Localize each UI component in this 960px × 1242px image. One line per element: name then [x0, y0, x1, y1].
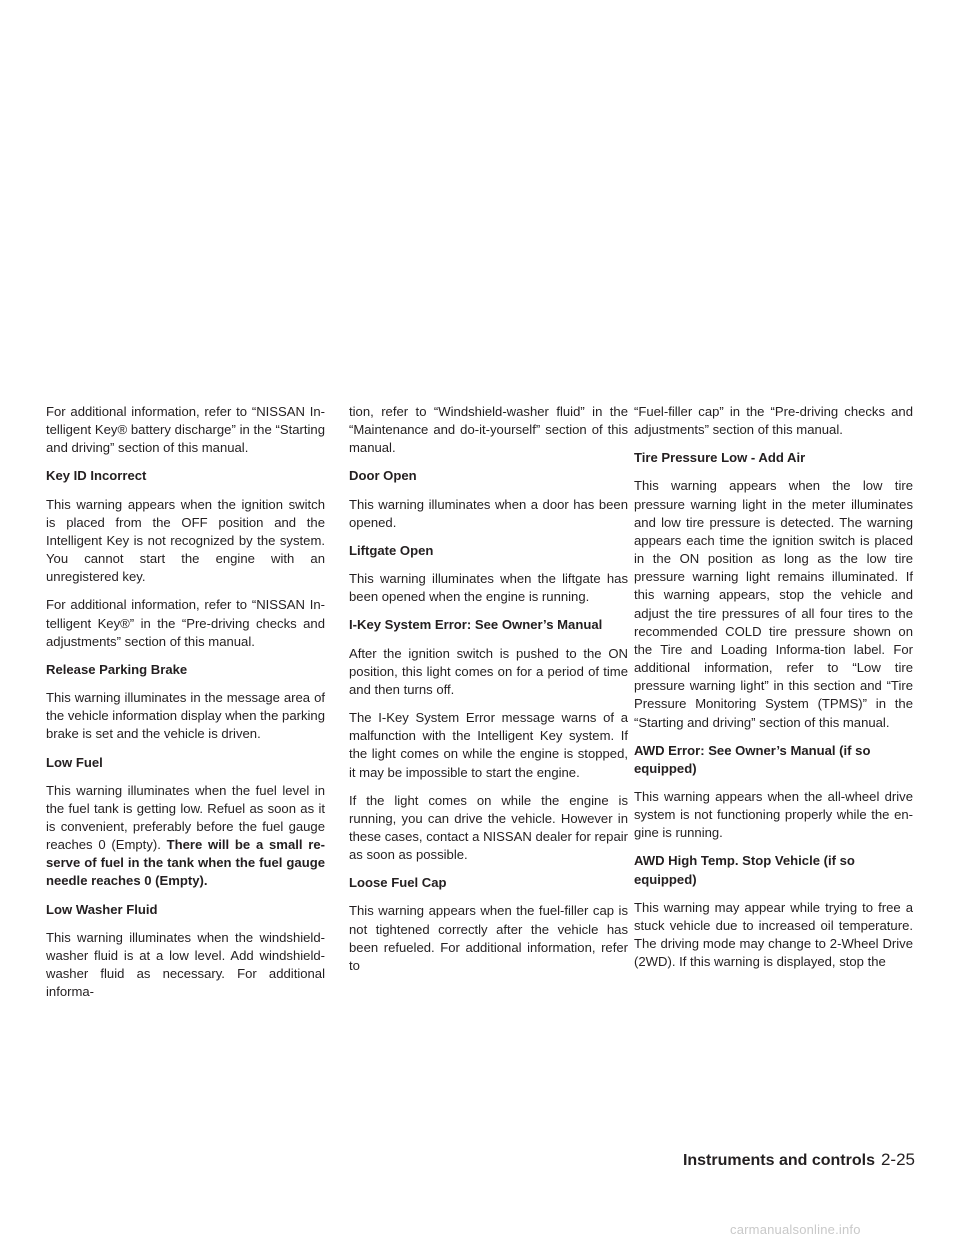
paragraph: tion, refer to “Windshield-washer fluid” in the “Maintenance and do-it-yourself” section of this manual. — [349, 404, 628, 456]
watermark-text: carmanualsonline.info — [730, 1222, 861, 1237]
paragraph: This warning illuminates when a door has been opened. — [349, 496, 628, 530]
heading-awd-error: AWD Error: See Owner’s Manual (if so equipped) — [634, 742, 871, 776]
heading-loose-fuel-cap: Loose Fuel Cap — [349, 875, 447, 891]
paragraph: This warning may appear while trying to free a stuck vehicle due to increased oil temperature. The driving mode may change to 2-Wheel Drive (2WD). If this warning is displayed, stop the — [634, 899, 913, 970]
paragraph: This warning appears when the ignition switch is placed from the OFF position and the Intelligent Key is not recognized by the system. You cannot start the engine with an unregistered key. — [46, 496, 325, 585]
heading-tire-pressure-low: Tire Pressure Low - Add Air — [634, 450, 806, 466]
paragraph: This warning appears when the all-wheel drive system is not functioning properly while the en-gine is running. — [634, 788, 913, 841]
column-right — [634, 403, 913, 981]
heading-low-washer-fluid: Low Washer Fluid — [46, 901, 158, 917]
paragraph-low-fuel — [46, 782, 325, 891]
paragraph: This warning illuminates when the windshield-washer fluid is at a low level. Add windshield-washer fluid as necessary. For additional informa- — [46, 929, 325, 1000]
heading-awd-high-temp: AWD High Temp. Stop Vehicle (if so equipped) — [634, 853, 855, 887]
heading-liftgate-open: Liftgate Open — [349, 542, 434, 558]
paragraph: This warning illuminates in the message area of the vehicle information display when the parking brake is set and the vehicle is driven. — [46, 690, 325, 742]
bold-warning-text: There will be a small re-serve of fuel in the tank when the fuel gauge needle reaches 0 (Empty). — [46, 837, 326, 889]
column-middle — [349, 403, 628, 985]
paragraph: “Fuel-filler cap” in the “Pre-driving checks and adjustments” section of this manual. — [634, 404, 913, 438]
page-number: 2-25 — [880, 1150, 915, 1169]
paragraph: This warning illuminates when the liftgate has been opened when the engine is running. — [349, 571, 628, 605]
paragraph: If the light comes on while the engine is running, you can drive the vehicle. However in these cases, contact a NISSAN dealer for repair as soon as possible. — [349, 792, 628, 863]
paragraph: This warning appears when the low tire pressure warning light in the meter illuminates and low tire pressure is detected. The warning appears each time the ignition switch is placed in the ON position as long as the low tire pressure warning light remains illuminated. If this warning appears, stop the vehicle and adjust the tire pressures of all four tires to the recommended COLD tire pressure shown on the Tire and Loading Informa-tion label. For additional information, refer to “Low tire pressure warning light” in this section and “Tire Pressure Monitoring System (TPMS)” in the “Starting and driving” section of this manual. — [634, 478, 913, 730]
page-footer — [683, 1150, 915, 1170]
paragraph: The I-Key System Error message warns of a malfunction with the Intelligent Key system. If the light comes on while the engine is stopped, it may be impossible to start the engine. — [349, 710, 628, 780]
heading-door-open: Door Open — [349, 468, 417, 484]
paragraph: For additional information, refer to “NISSAN In-telligent Key®” in the “Pre-driving checks and adjustments” section of this manual. — [46, 597, 325, 649]
column-left — [46, 403, 325, 1011]
section-title: Instruments and controls — [682, 1152, 875, 1169]
text: This warning illuminates when the fuel level in the fuel tank is getting low. Refuel as soon as it is convenient, preferably before the fuel gauge reaches 0 (Empty). — [46, 782, 325, 853]
heading-i-key-system-error: I-Key System Error: See Owner’s Manual — [349, 617, 603, 633]
heading-key-id-incorrect: Key ID Incorrect — [46, 468, 147, 484]
paragraph: This warning appears when the fuel-filler cap is not tightened correctly after the vehicle has been refueled. For additional information, refer to — [349, 903, 628, 973]
paragraph: For additional information, refer to “NISSAN In-telligent Key® battery discharge” in the “Starting and driving” section of this manual. — [46, 404, 325, 456]
heading-low-fuel: Low Fuel — [46, 754, 103, 770]
heading-release-parking-brake: Release Parking Brake — [46, 661, 188, 677]
paragraph: After the ignition switch is pushed to the ON position, this light comes on for a period of time and then turns off. — [349, 645, 628, 697]
